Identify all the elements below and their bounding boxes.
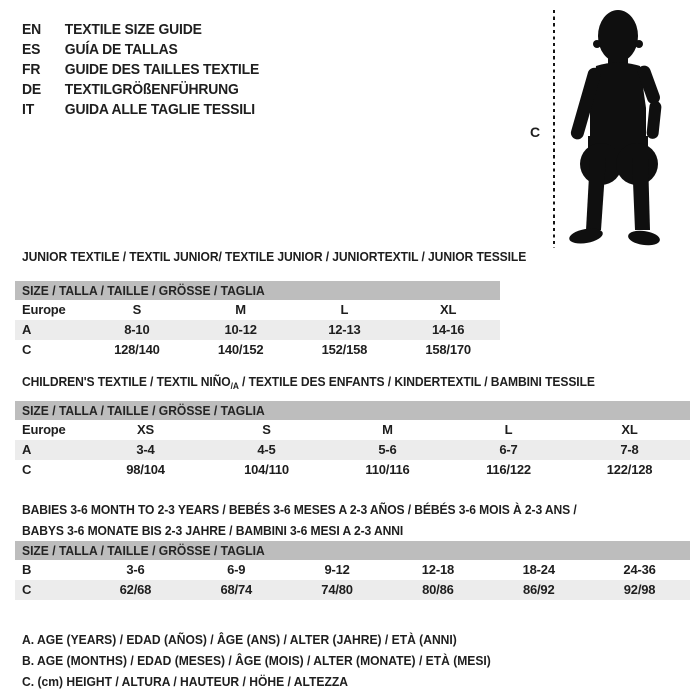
footnote-b: B. AGE (MONTHS) / EDAD (MESES) / ÂGE (MOIS) / ALTER (MONATE) / ETÀ (MESI) (22, 653, 491, 668)
table-row-europe (15, 420, 690, 440)
table-cell: 6-9 (227, 562, 246, 577)
size-header-text: SIZE / TALLA / TAILLE / GRÖSSE / TAGLIA (22, 283, 265, 298)
size-header-bar (15, 541, 690, 560)
babies-title-line2: BABYS 3-6 MONATE BIS 2-3 JAHRE / BAMBINI 3-6 MESI A 2-3 ANNI (22, 523, 404, 538)
table-cell: 158/170 (425, 342, 471, 357)
row-label: C (22, 342, 32, 357)
table-row-age-years (15, 320, 500, 340)
table-cell: S (132, 302, 142, 317)
table-row-europe (15, 300, 500, 320)
language-code: DE (22, 81, 42, 98)
table-cell: 68/74 (220, 582, 253, 597)
baby-silhouette (556, 8, 666, 246)
table-cell: 98/104 (126, 462, 165, 477)
children-section-title: CHILDREN'S TEXTILE / TEXTIL $NIÑO_{/A}$ / TEXTILE DES ENFANTS / KINDERTEXTIL / BAMBINI TESSILE (22, 374, 595, 391)
table-cell: S (262, 422, 271, 437)
language-code: IT (22, 101, 35, 118)
table-cell: 3-4 (136, 442, 155, 457)
table-cell: 12-13 (328, 322, 361, 337)
size-header-text: SIZE / TALLA / TAILLE / GRÖSSE / TAGLIA (22, 543, 265, 558)
junior-size-table (15, 281, 500, 360)
table-row-height-cm (15, 460, 690, 480)
nino-a-subscript: /A (230, 381, 239, 391)
table-cell: 8-10 (124, 322, 150, 337)
language-row-de (22, 80, 259, 100)
table-cell: 6-7 (499, 442, 518, 457)
table-cell: 104/110 (244, 462, 289, 477)
table-cell: 9-12 (324, 562, 350, 577)
language-title-list (22, 20, 259, 120)
row-label: A (22, 322, 32, 337)
babies-title-line1: BABIES 3-6 MONTH TO 2-3 YEARS / BEBÉS 3-6 MESES A 2-3 AÑOS / BÉBÉS 3-6 MOIS À 2-3 ANS / (22, 502, 577, 517)
table-cell: 12-18 (421, 562, 455, 577)
height-measure-label: C (529, 124, 541, 140)
table-cell: 140/152 (217, 342, 264, 357)
table-cell: 86/92 (522, 582, 555, 597)
language-title: GUIDA ALLE TAGLIE TESSILI (64, 101, 255, 118)
table-cell: 152/158 (321, 342, 368, 357)
table-cell: 24-36 (623, 562, 656, 577)
table-cell: M (235, 302, 246, 317)
table-cell: 80/86 (422, 582, 454, 597)
table-cell: XL (621, 422, 638, 437)
table-row-age-years (15, 440, 690, 460)
table-cell: 14-16 (432, 322, 465, 337)
height-measure-dotted-line (553, 10, 555, 248)
language-title: TEXTILE SIZE GUIDE (64, 21, 202, 38)
table-cell: 122/128 (606, 462, 653, 477)
row-label: A (22, 442, 32, 457)
table-row-height-cm (15, 340, 500, 360)
babies-size-table (15, 541, 690, 600)
table-cell: 7-8 (620, 442, 639, 457)
language-title: GUIDE DES TAILLES TEXTILE (64, 61, 260, 78)
language-title: TEXTILGRÖßENFÜHRUNG (64, 81, 239, 98)
table-row-age-months (15, 560, 690, 580)
size-header-text: SIZE / TALLA / TAILLE / GRÖSSE / TAGLIA (22, 403, 265, 418)
table-cell: 92/98 (623, 582, 656, 597)
children-size-table (15, 401, 690, 480)
size-header-bar (15, 281, 500, 300)
size-header-bar (15, 401, 690, 420)
footnote-legend (22, 629, 526, 692)
junior-section-title: JUNIOR TEXTILE / TEXTIL JUNIOR/ TEXTILE JUNIOR / JUNIORTEXTIL / JUNIOR TESSILE (22, 249, 527, 264)
footnote-c: C. (cm) HEIGHT / ALTURA / HAUTEUR / HÖHE / ALTEZZA (22, 674, 348, 689)
row-label: Europe (22, 422, 66, 437)
table-cell: 4-5 (257, 442, 276, 457)
row-label: C (22, 462, 32, 477)
table-cell: 116/122 (486, 462, 531, 477)
table-cell: M (382, 422, 393, 437)
table-cell: XS (137, 422, 154, 437)
table-cell: 5-6 (378, 442, 397, 457)
row-label: B (22, 562, 32, 577)
language-row-fr (22, 60, 259, 80)
language-row-it (22, 100, 259, 120)
language-code: ES (22, 41, 41, 58)
language-row-es (22, 40, 259, 60)
table-cell: 3-6 (126, 562, 145, 577)
table-cell: 62/68 (119, 582, 152, 597)
table-row-height-cm (15, 580, 690, 600)
table-cell: 110/116 (365, 462, 410, 477)
language-row-en (22, 20, 259, 40)
language-code: EN (22, 21, 42, 38)
table-cell: 128/140 (114, 342, 160, 357)
row-label: C (22, 582, 32, 597)
footnote-a: A. AGE (YEARS) / EDAD (AÑOS) / ÂGE (ANS) / ALTER (JAHRE) / ETÀ (ANNI) (22, 632, 457, 647)
table-cell: 18-24 (522, 562, 555, 577)
babies-section-title (22, 499, 618, 541)
language-title: GUÍA DE TALLAS (64, 41, 178, 58)
table-cell: 10-12 (224, 322, 257, 337)
table-cell: L (504, 422, 513, 437)
table-cell: L (340, 302, 349, 317)
language-code: FR (22, 61, 41, 78)
table-cell: XL (440, 302, 457, 317)
table-cell: 74/80 (321, 582, 353, 597)
row-label: Europe (22, 302, 66, 317)
